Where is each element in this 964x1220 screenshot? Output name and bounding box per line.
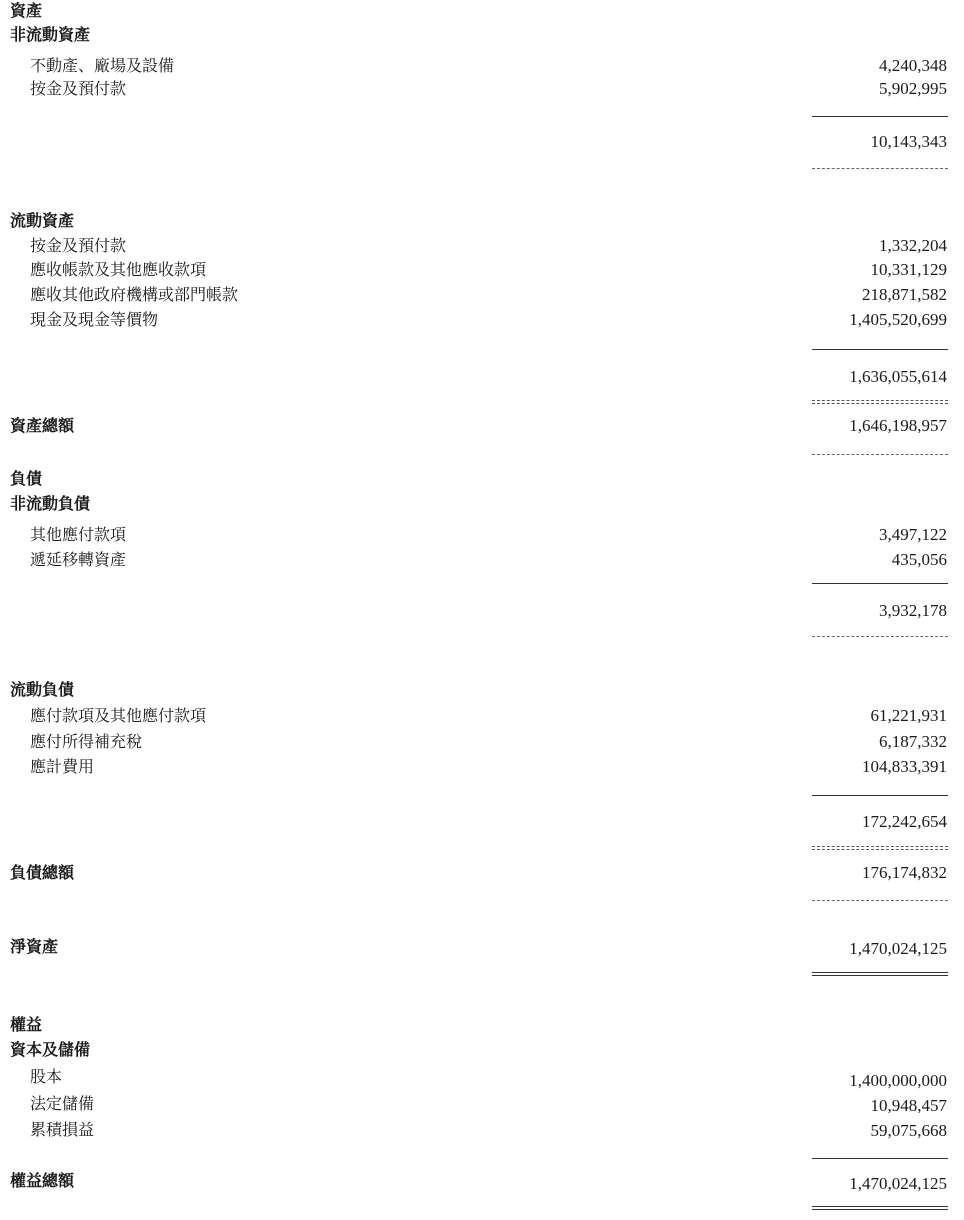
subtotal-dashed-rule <box>812 168 948 169</box>
total-equity-value: 1,470,024,125 <box>849 1174 947 1193</box>
line-item-label: 累積損益 <box>30 1120 95 1139</box>
current-assets-subtotal: 1,636,055,614 <box>849 367 947 386</box>
line-item-label: 應付所得補充稅 <box>30 732 143 751</box>
line-item-label: 其他應付款項 <box>30 525 127 544</box>
subtotal-dashed-rule <box>812 636 948 637</box>
line-item-label: 應收其他政府機構或部門帳款 <box>30 285 239 304</box>
total-dashed-rule <box>812 454 948 455</box>
line-item-value: 4,240,348 <box>879 56 947 75</box>
double-underline <box>812 1206 948 1210</box>
current-liabilities-subtotal: 172,242,654 <box>862 812 947 831</box>
double-underline <box>812 972 948 976</box>
line-item-label: 按金及預付款 <box>30 79 127 98</box>
net-assets-label: 淨資產 <box>10 937 59 956</box>
line-item-value: 61,221,931 <box>870 706 947 725</box>
current-liabilities-heading: 流動負債 <box>10 680 75 699</box>
line-item-value: 435,056 <box>891 550 947 569</box>
non-current-assets-subtotal: 10,143,343 <box>870 132 947 151</box>
total-equity-label: 權益總額 <box>10 1171 75 1190</box>
line-item-label: 現金及現金等價物 <box>30 310 159 329</box>
line-item-label: 應付款項及其他應付款項 <box>30 706 207 725</box>
total-assets-value: 1,646,198,957 <box>849 416 947 435</box>
line-item-label: 應收帳款及其他應收款項 <box>30 260 207 279</box>
line-item-value: 3,497,122 <box>879 525 947 544</box>
line-item-value: 6,187,332 <box>879 732 947 751</box>
line-item-label: 股本 <box>30 1067 63 1086</box>
assets-heading: 資產 <box>10 1 43 20</box>
line-item-value: 1,332,204 <box>879 236 947 255</box>
liabilities-heading: 負債 <box>10 469 43 488</box>
line-item-label: 按金及預付款 <box>30 236 127 255</box>
line-item-label: 遞延移轉資產 <box>30 550 127 569</box>
line-item-value: 1,405,520,699 <box>849 310 947 329</box>
line-item-value: 59,075,668 <box>870 1121 947 1140</box>
line-item-value: 104,833,391 <box>862 757 947 776</box>
subtotal-rule <box>812 583 948 584</box>
net-assets-value: 1,470,024,125 <box>849 939 947 958</box>
line-item-value: 5,902,995 <box>879 79 947 98</box>
current-assets-heading: 流動資產 <box>10 211 75 230</box>
line-item-value: 1,400,000,000 <box>849 1071 947 1090</box>
capital-reserves-heading: 資本及儲備 <box>10 1040 91 1059</box>
non-current-liabilities-heading: 非流動負債 <box>10 494 91 513</box>
line-item-value: 10,948,457 <box>870 1096 947 1115</box>
total-assets-label: 資產總額 <box>10 416 75 435</box>
total-liabilities-value: 176,174,832 <box>862 863 947 882</box>
subtotal-dashed-rule <box>812 846 948 850</box>
subtotal-rule <box>812 349 948 350</box>
subtotal-rule <box>812 795 948 796</box>
equity-heading: 權益 <box>10 1015 43 1034</box>
non-current-liabilities-subtotal: 3,932,178 <box>879 601 947 620</box>
subtotal-dashed-rule <box>812 400 948 404</box>
line-item-value: 218,871,582 <box>862 285 947 304</box>
non-current-assets-heading: 非流動資產 <box>10 25 91 44</box>
subtotal-rule <box>812 1158 948 1159</box>
line-item-label: 不動產、廠場及設備 <box>30 56 175 75</box>
line-item-label: 應計費用 <box>30 757 95 776</box>
line-item-label: 法定儲備 <box>30 1094 95 1113</box>
total-liabilities-label: 負債總額 <box>10 863 75 882</box>
line-item-value: 10,331,129 <box>870 260 947 279</box>
subtotal-rule <box>812 116 948 117</box>
total-dashed-rule <box>812 900 948 901</box>
